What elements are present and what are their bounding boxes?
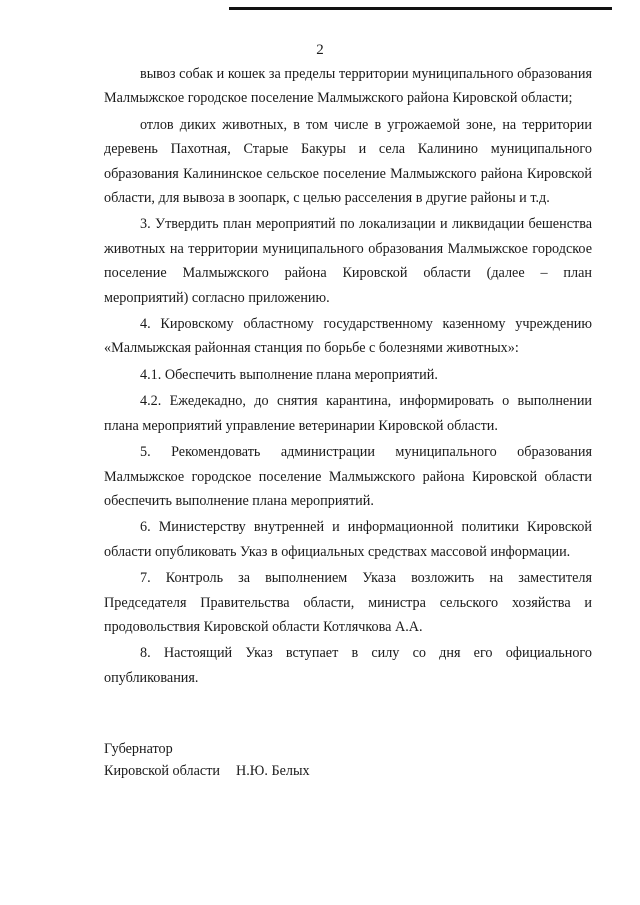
paragraph-item-4-2: 4.2. Ежедекадно, до снятия карантина, информировать о выполнении плана мероприятий управление ветеринарии Кировской области. <box>104 393 592 434</box>
paragraph-item-7: 7. Контроль за выполнением Указа возложить на заместителя Председателя Правительства области, министра сельского хозяйства и продовольствия Кировской области Котлячкова А.А. <box>104 570 592 635</box>
top-rule <box>229 7 612 10</box>
signature-block <box>104 738 310 782</box>
paragraph-dogs-cats: вывоз собак и кошек за пределы территории муниципального образования Малмыжское городское поселение Малмыжского района Кировской области; <box>104 66 592 107</box>
page-number: 2 <box>316 42 324 58</box>
paragraph-item-4: 4. Кировскому областному государственному казенному учреждению «Малмыжская районная станция по борьбе с болезнями животных»: <box>104 316 592 357</box>
paragraph-item-6: 6. Министерству внутренней и информационной политики Кировской области опубликовать Указ в официальных средствах массовой информации. <box>104 519 592 560</box>
signature-region: Кировской области <box>104 763 220 779</box>
document-body <box>104 62 592 690</box>
paragraph-wild-animals: отлов диких животных, в том числе в угрожаемой зоне, на территории деревень Пахотная, Старые Бакуры и села Калинино муниципального образования Калининское сельское поселение Малмыжского района Кировской области, для вывоза в зоопарк, с целью расселения в другие районы и т.д. <box>104 116 592 207</box>
signature-title: Губернатор <box>104 741 173 757</box>
paragraph-item-8: 8. Настоящий Указ вступает в силу со дня его официального опубликования. <box>104 645 592 686</box>
paragraph-item-5: 5. Рекомендовать администрации муниципального образования Малмыжское городское поселение Малмыжского района Кировской области обеспечить выполнение плана мероприятий. <box>104 444 592 509</box>
signature-name: Н.Ю. Белых <box>236 763 310 779</box>
paragraph-item-3: 3. Утвердить план мероприятий по локализации и ликвидации бешенства животных на территории муниципального образования Малмыжское городское поселение Малмыжского района Кировской области (далее – план мероприятий) согласно приложению. <box>104 216 592 306</box>
paragraph-item-4-1: 4.1. Обеспечить выполнение плана мероприятий. <box>140 366 438 383</box>
